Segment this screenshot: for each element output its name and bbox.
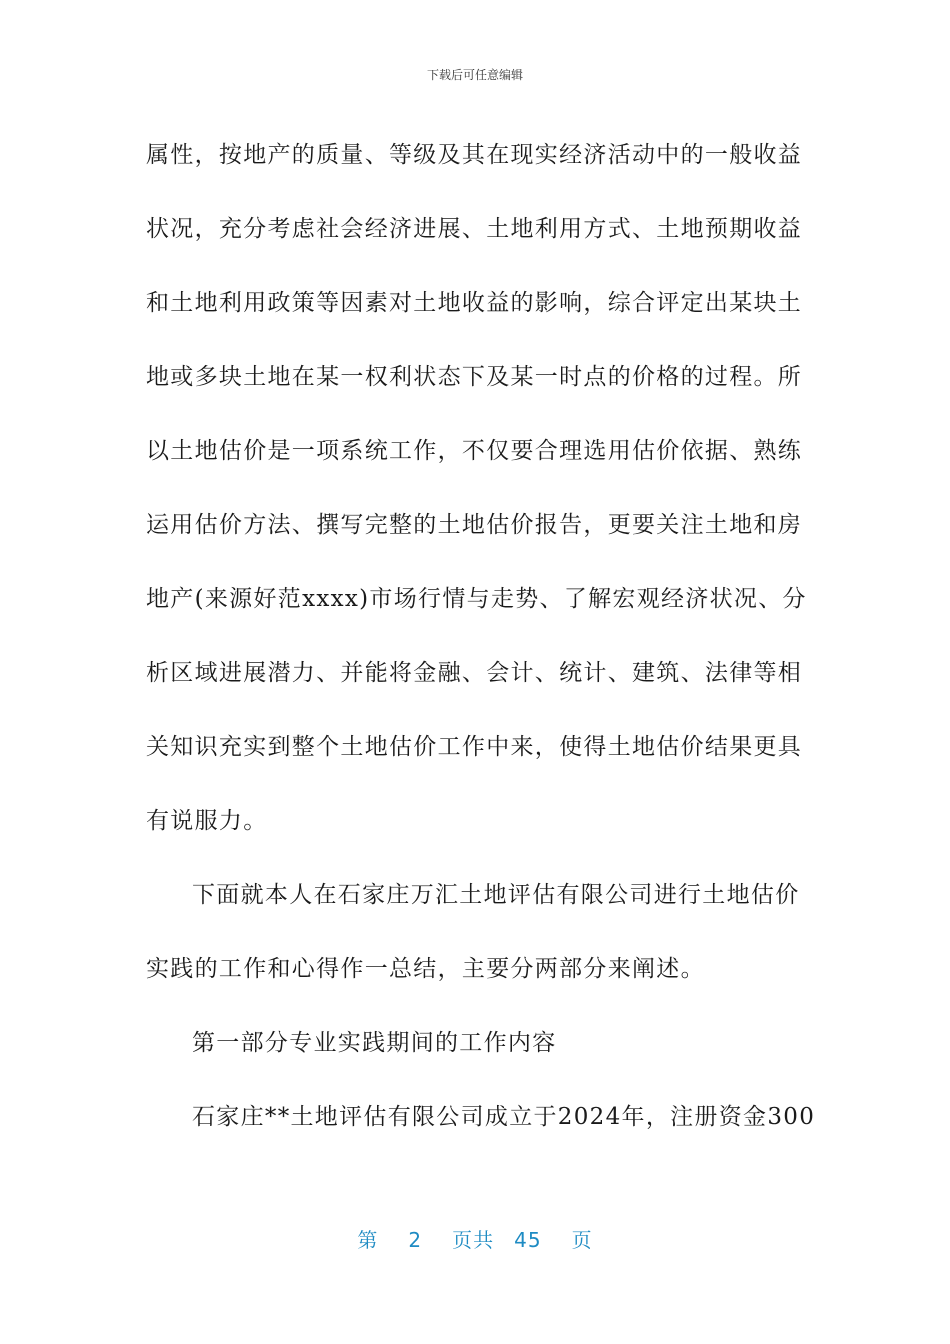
footer-prefix: 第	[357, 1228, 379, 1252]
paragraph-line: 属性，按地产的质量、等级及其在现实经济活动中的一般收益	[146, 142, 803, 168]
footer-suffix: 页	[571, 1228, 593, 1252]
footer-middle: 页共	[452, 1228, 495, 1252]
paragraph-line: 地产(来源好范xxxx)市场行情与走势、了解宏观经济状况、分	[146, 586, 807, 612]
total-pages-number: 45	[514, 1228, 542, 1252]
paragraph-line: 状况，充分考虑社会经济进展、土地利用方式、土地预期收益	[146, 216, 803, 242]
paragraph-line: 和土地利用政策等因素对土地收益的影响，综合评定出某块土	[146, 290, 803, 316]
paragraph-line: 运用估价方法、撰写完整的土地估价报告，更要关注土地和房	[146, 512, 803, 538]
paragraph-line: 石家庄**土地评估有限公司成立于2024年，注册资金300	[192, 1104, 816, 1130]
page-header: 下载后可任意编辑	[426, 68, 523, 82]
paragraph-line: 析区域进展潜力、并能将金融、会计、统计、建筑、法律等相	[146, 660, 803, 686]
current-page-number: 2	[408, 1228, 423, 1252]
page-footer	[0, 1224, 950, 1253]
paragraph-line: 有说服力。	[146, 808, 268, 834]
document-body	[146, 118, 816, 1154]
paragraph-line: 地或多块土地在某一权利状态下及某一时点的价格的过程。所	[146, 364, 803, 390]
paragraph-line: 以土地估价是一项系统工作，不仅要合理选用估价依据、熟练	[146, 438, 803, 464]
paragraph-line: 实践的工作和心得作一总结，主要分两部分来阐述。	[146, 956, 705, 982]
paragraph-line: 关知识充实到整个土地估价工作中来，使得土地估价结果更具	[146, 734, 803, 760]
paragraph-line: 下面就本人在石家庄万汇土地评估有限公司进行土地估价	[192, 882, 800, 908]
section-heading: 第一部分专业实践期间的工作内容	[192, 1030, 557, 1056]
